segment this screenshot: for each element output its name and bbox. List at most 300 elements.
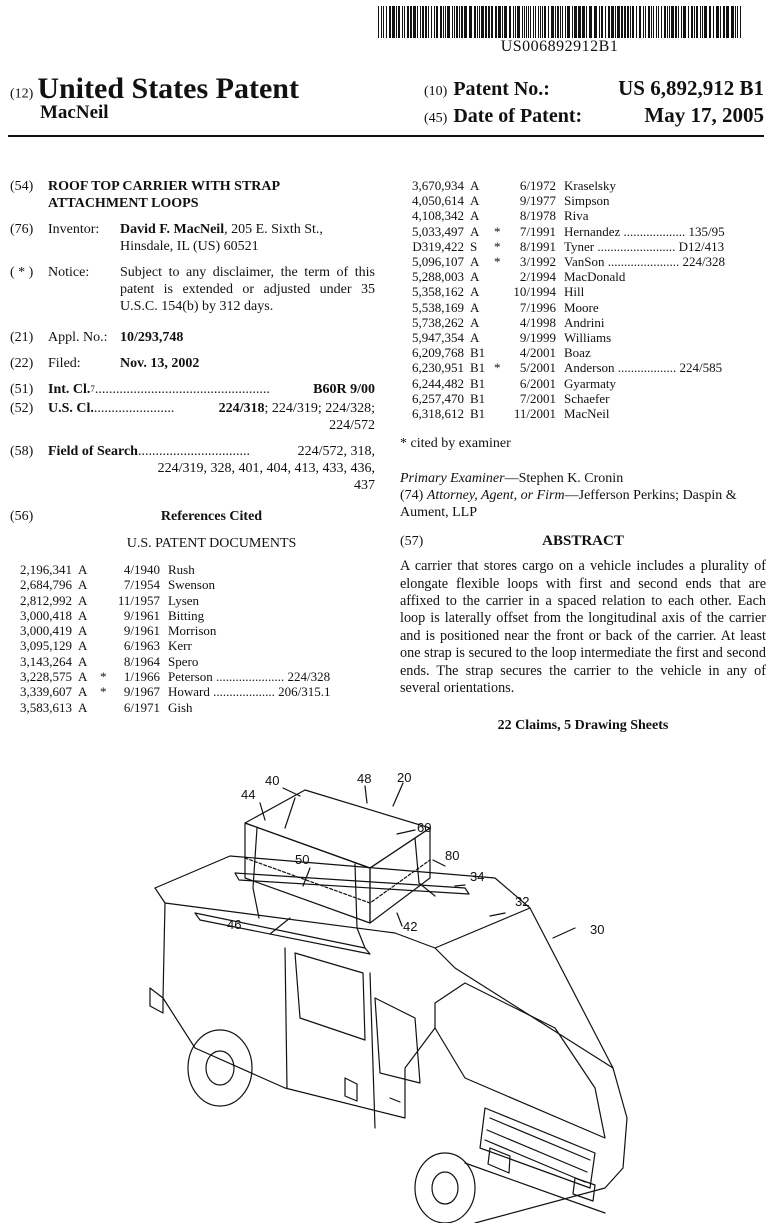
reference-star: * bbox=[100, 684, 107, 700]
reference-kind: A bbox=[470, 330, 480, 346]
reference-kind: A bbox=[78, 638, 88, 654]
barcode-bar bbox=[567, 6, 570, 38]
reference-star: * bbox=[494, 360, 501, 376]
front-wheel bbox=[415, 1153, 475, 1223]
reference-row bbox=[400, 300, 766, 315]
reference-name: Swenson bbox=[168, 577, 215, 593]
barcode-bar bbox=[723, 6, 725, 38]
label-30: 30 bbox=[590, 922, 605, 937]
reference-name: Rush bbox=[168, 562, 195, 577]
uscl-main: 224/318 bbox=[218, 401, 265, 416]
barcode-bar bbox=[513, 6, 514, 38]
barcode-bar bbox=[709, 6, 711, 38]
barcode-bar bbox=[562, 6, 563, 38]
appl-label: Appl. No.: bbox=[48, 330, 108, 345]
reference-name: VanSon ...................... 224/328 bbox=[564, 254, 726, 270]
reference-star: * bbox=[494, 254, 501, 270]
reference-date: 9/1961 bbox=[123, 607, 160, 623]
inventor-name: David F. MacNeil bbox=[120, 222, 225, 237]
reference-date: 5/2001 bbox=[519, 360, 556, 376]
barcode-bar bbox=[700, 6, 701, 38]
reference-date: 9/1977 bbox=[519, 193, 556, 209]
uscl-dots: ....................... bbox=[93, 401, 175, 416]
barcode-bar bbox=[658, 6, 659, 38]
barcode-bar bbox=[624, 6, 626, 38]
reference-name: Spero bbox=[168, 653, 199, 669]
barcode-bar bbox=[675, 6, 677, 38]
reference-kind: B1 bbox=[470, 375, 486, 391]
reference-patent-number: 6,318,612 bbox=[412, 406, 464, 422]
barcode-bar bbox=[540, 6, 541, 38]
reference-date: 9/1967 bbox=[123, 684, 160, 700]
barcode-bar bbox=[669, 6, 670, 38]
appl-number: 10/293,748 bbox=[120, 330, 184, 345]
reference-date: 8/1978 bbox=[519, 208, 556, 224]
reference-patent-number: 5,947,354 bbox=[412, 330, 464, 346]
label-80: 80 bbox=[445, 848, 460, 863]
reference-star bbox=[494, 315, 506, 330]
reference-row bbox=[10, 669, 365, 684]
barcode-bar bbox=[615, 6, 616, 38]
barcode-bar bbox=[474, 6, 476, 38]
uscl-label: U.S. Cl. bbox=[48, 401, 94, 416]
reference-star bbox=[100, 593, 110, 608]
reference-date: 11/2001 bbox=[513, 406, 556, 422]
code-10: (10) bbox=[424, 84, 448, 99]
reference-star bbox=[494, 284, 506, 299]
reference-row bbox=[400, 391, 766, 406]
van-front-window bbox=[375, 998, 420, 1083]
reference-patent-number: 5,358,162 bbox=[412, 284, 464, 300]
invention-title: ROOF TOP CARRIER WITH STRAP ATTACHMENT LOOPS bbox=[48, 179, 280, 211]
reference-name: Schaefer bbox=[564, 390, 610, 406]
reference-date: 8/1991 bbox=[519, 238, 556, 254]
reference-patent-number: 6,244,482 bbox=[412, 375, 464, 391]
reference-row bbox=[400, 193, 766, 208]
van-door-seam bbox=[285, 948, 375, 1128]
reference-star bbox=[100, 608, 110, 623]
reference-name: Bitting bbox=[168, 607, 205, 623]
refs-field bbox=[10, 508, 375, 525]
reference-kind: A bbox=[470, 269, 480, 285]
label-40: 40 bbox=[265, 773, 280, 788]
barcode-bar bbox=[735, 6, 736, 38]
reference-kind: A bbox=[78, 669, 88, 685]
header-inventor: MacNeil bbox=[40, 102, 109, 123]
reference-patent-number: 6,209,768 bbox=[412, 345, 464, 361]
reference-star: * bbox=[494, 223, 501, 239]
barcode-bar bbox=[661, 6, 662, 38]
barcode-bar bbox=[630, 6, 631, 38]
reference-star bbox=[494, 193, 506, 208]
reference-star: * bbox=[494, 238, 501, 254]
barcode-bar bbox=[459, 6, 460, 38]
intcl-label: Int. Cl. bbox=[48, 382, 91, 397]
attorney-label: Attorney, Agent, or Firm bbox=[426, 488, 565, 504]
reference-name: MacDonald bbox=[564, 269, 626, 285]
uscl-rest2: 224/572 bbox=[329, 418, 375, 433]
reference-kind: A bbox=[78, 562, 88, 577]
barcode-bar bbox=[524, 6, 525, 38]
barcode-bar bbox=[586, 6, 587, 38]
rear-hub bbox=[206, 1051, 234, 1085]
reference-kind: B1 bbox=[470, 390, 486, 406]
barcode-bar bbox=[726, 6, 729, 38]
filed-date: Nov. 13, 2002 bbox=[120, 356, 200, 371]
barcode-bar bbox=[611, 6, 614, 38]
barcode-bar bbox=[461, 6, 463, 38]
label-20: 20 bbox=[397, 770, 412, 785]
reference-date: 6/1963 bbox=[123, 638, 160, 654]
roof-rail-right bbox=[235, 873, 469, 894]
barcode-bar bbox=[648, 6, 650, 38]
barcode-bar bbox=[731, 6, 734, 38]
van-roof-front bbox=[435, 948, 613, 1068]
van-roof-carrier-drawing bbox=[135, 768, 635, 1223]
reference-kind: A bbox=[470, 254, 480, 270]
left-column bbox=[10, 178, 375, 715]
barcode-bar bbox=[509, 6, 511, 38]
reference-name: Hill bbox=[564, 284, 585, 300]
reference-star bbox=[100, 638, 110, 653]
barcode-bar bbox=[713, 6, 714, 38]
barcode-bar bbox=[621, 6, 623, 38]
barcode-bar bbox=[413, 6, 416, 38]
barcode-bar bbox=[428, 6, 429, 38]
code-21: (21) bbox=[10, 330, 34, 345]
patent-number: US 6,892,912 B1 bbox=[618, 76, 764, 100]
barcode-bar bbox=[565, 6, 566, 38]
van-roof-line bbox=[155, 888, 530, 948]
reference-row bbox=[400, 269, 766, 284]
barcode-bar bbox=[392, 6, 395, 38]
label-44: 44 bbox=[241, 787, 256, 802]
label-42: 42 bbox=[403, 919, 418, 934]
reference-patent-number: 2,684,796 bbox=[20, 577, 72, 593]
code-52: (52) bbox=[10, 401, 34, 416]
barcode-bar bbox=[386, 6, 387, 38]
reference-star: * bbox=[100, 669, 107, 685]
barcode-bar bbox=[664, 6, 666, 38]
barcode bbox=[378, 6, 741, 38]
barcode-bar bbox=[594, 6, 597, 38]
reference-kind: B1 bbox=[470, 406, 486, 422]
barcode-bar bbox=[681, 6, 682, 38]
barcode-bar bbox=[589, 6, 592, 38]
inventor-label: Inventor: bbox=[48, 222, 100, 237]
reference-kind: A bbox=[470, 223, 480, 239]
reference-patent-number: 3,095,129 bbox=[20, 638, 72, 654]
barcode-bar bbox=[404, 6, 405, 38]
barcode-bar bbox=[477, 6, 478, 38]
reference-name: Boaz bbox=[564, 345, 591, 361]
barcode-bar bbox=[452, 6, 453, 38]
barcode-bar bbox=[555, 6, 556, 38]
notice-text: Subject to any disclaimer, the term of this patent is extended or adjusted under 35 U.S.C. 154(b) by 312 days. bbox=[120, 265, 375, 314]
barcode-bar bbox=[417, 6, 418, 38]
refs-left-list bbox=[10, 562, 375, 715]
barcode-bar bbox=[691, 6, 693, 38]
reference-date: 9/1961 bbox=[123, 623, 160, 639]
reference-kind: A bbox=[78, 607, 88, 623]
reference-patent-number: 3,339,607 bbox=[20, 684, 72, 700]
rear-wheel bbox=[188, 1030, 252, 1106]
van-mirror bbox=[345, 1078, 357, 1101]
van-windshield bbox=[435, 983, 605, 1138]
barcode-bar bbox=[407, 6, 409, 38]
patent-date: May 17, 2005 bbox=[644, 103, 764, 127]
reference-row bbox=[10, 608, 365, 623]
reference-date: 8/1964 bbox=[123, 653, 160, 669]
van-grille bbox=[480, 1108, 595, 1188]
code-57: (57) bbox=[400, 534, 424, 550]
reference-patent-number: 3,228,575 bbox=[20, 669, 72, 685]
reference-date: 2/1994 bbox=[519, 269, 556, 285]
barcode-bar bbox=[528, 6, 529, 38]
barcode-bar bbox=[445, 6, 446, 38]
barcode-bar bbox=[605, 6, 606, 38]
barcode-bar bbox=[402, 6, 403, 38]
reference-name: Morrison bbox=[168, 623, 217, 639]
barcode-bar bbox=[481, 6, 484, 38]
reference-kind: A bbox=[78, 684, 88, 700]
abstract-heading-row bbox=[400, 533, 766, 550]
reference-patent-number: 3,583,613 bbox=[20, 699, 72, 715]
reference-kind: A bbox=[470, 193, 480, 209]
reference-name: Howard ................... 206/315.1 bbox=[168, 684, 331, 700]
barcode-bar bbox=[479, 6, 480, 38]
notice-label: Notice: bbox=[48, 265, 90, 280]
reference-kind: A bbox=[470, 299, 480, 315]
label-48: 48 bbox=[357, 771, 372, 786]
barcode-bar bbox=[720, 6, 721, 38]
reference-patent-number: 5,096,107 bbox=[412, 254, 464, 270]
barcode-bar bbox=[656, 6, 657, 38]
barcode-bar bbox=[454, 6, 455, 38]
reference-patent-number: 3,670,934 bbox=[412, 178, 464, 193]
code-notice: ( * ) bbox=[10, 265, 34, 280]
carrier-front-face bbox=[370, 828, 430, 923]
reference-patent-number: 6,230,951 bbox=[412, 360, 464, 376]
reference-patent-number: D319,422 bbox=[412, 238, 464, 254]
roof-rail-left bbox=[195, 913, 370, 954]
barcode-bar bbox=[560, 6, 561, 38]
barcode-bar bbox=[495, 6, 497, 38]
reference-row bbox=[10, 638, 365, 653]
reference-date: 7/1996 bbox=[519, 299, 556, 315]
reference-patent-number: 3,000,419 bbox=[20, 623, 72, 639]
barcode-bar bbox=[530, 6, 531, 38]
reference-kind: A bbox=[470, 208, 480, 224]
reference-date: 3/1992 bbox=[519, 254, 556, 270]
reference-row bbox=[10, 577, 365, 592]
search-line3: 437 bbox=[354, 478, 375, 493]
label-46: 46 bbox=[227, 917, 242, 932]
reference-row bbox=[400, 239, 766, 254]
barcode-bar bbox=[582, 6, 585, 38]
barcode-bar bbox=[548, 6, 549, 38]
reference-name: Kerr bbox=[168, 638, 192, 654]
reference-star bbox=[494, 345, 506, 360]
barcode-bar bbox=[425, 6, 427, 38]
barcode-bar bbox=[667, 6, 668, 38]
reference-star bbox=[100, 654, 110, 669]
barcode-bar bbox=[704, 6, 707, 38]
barcode-bar bbox=[535, 6, 536, 38]
barcode-bar bbox=[694, 6, 695, 38]
uscl-rest: ; 224/319; 224/328; bbox=[264, 401, 375, 416]
code-51: (51) bbox=[10, 382, 34, 397]
reference-row bbox=[400, 315, 766, 330]
reference-name: Lysen bbox=[168, 592, 200, 608]
filed-field bbox=[10, 355, 375, 372]
reference-name: Tyner ........................ D12/413 bbox=[564, 238, 725, 254]
reference-date: 11/1957 bbox=[117, 592, 160, 608]
barcode-bar bbox=[517, 6, 520, 38]
reference-date: 4/2001 bbox=[519, 345, 556, 361]
reference-date: 7/1991 bbox=[519, 223, 556, 239]
barcode-bar bbox=[740, 6, 741, 38]
header-rule bbox=[8, 135, 764, 137]
reference-name: Simpson bbox=[564, 193, 610, 209]
cited-note: * cited by examiner bbox=[400, 436, 511, 452]
label-60: 60 bbox=[417, 820, 432, 835]
barcode-bar bbox=[443, 6, 444, 38]
reference-date: 6/1971 bbox=[123, 699, 160, 715]
reference-star bbox=[494, 406, 506, 421]
barcode-bar bbox=[643, 6, 644, 38]
barcode-bar bbox=[383, 6, 384, 38]
intcl-field bbox=[10, 381, 375, 398]
barcode-bar bbox=[737, 6, 738, 38]
barcode-bar bbox=[551, 6, 554, 38]
abstract-heading: ABSTRACT bbox=[542, 533, 624, 550]
reference-kind: A bbox=[78, 623, 88, 639]
barcode-bar bbox=[488, 6, 490, 38]
patent-header-numbers bbox=[424, 76, 764, 130]
barcode-bar bbox=[716, 6, 719, 38]
reference-patent-number: 5,033,497 bbox=[412, 223, 464, 239]
barcode-bar bbox=[526, 6, 527, 38]
barcode-bar bbox=[381, 6, 382, 38]
barcode-bar bbox=[533, 6, 534, 38]
barcode-bar bbox=[542, 6, 543, 38]
reference-star bbox=[494, 178, 506, 193]
barcode-bar bbox=[431, 6, 432, 38]
reference-row bbox=[400, 345, 766, 360]
reference-row bbox=[400, 224, 766, 239]
reference-kind: B1 bbox=[470, 345, 486, 361]
reference-row bbox=[10, 623, 365, 638]
van-side-window bbox=[295, 953, 365, 1040]
reference-row bbox=[400, 406, 766, 421]
barcode-bar bbox=[671, 6, 674, 38]
van-rear-bumper bbox=[150, 988, 163, 1013]
reference-star bbox=[100, 562, 110, 577]
reference-star bbox=[494, 330, 506, 345]
barcode-bar bbox=[538, 6, 539, 38]
label-34: 34 bbox=[470, 869, 485, 884]
reference-star bbox=[494, 269, 506, 284]
barcode-bar bbox=[485, 6, 487, 38]
filed-label: Filed: bbox=[48, 356, 81, 371]
reference-name: Andrini bbox=[564, 314, 605, 330]
uscl-field bbox=[10, 400, 375, 434]
reference-star bbox=[100, 700, 110, 715]
reference-date: 4/1998 bbox=[519, 314, 556, 330]
reference-star bbox=[100, 623, 110, 638]
reference-row bbox=[400, 376, 766, 391]
inventor-field bbox=[10, 221, 375, 255]
reference-name: MacNeil bbox=[564, 406, 610, 422]
reference-star bbox=[100, 577, 110, 592]
date-label: Date of Patent: bbox=[453, 105, 583, 127]
reference-row bbox=[400, 208, 766, 223]
reference-name: Anderson .................. 224/585 bbox=[564, 360, 723, 376]
barcode-bar bbox=[696, 6, 698, 38]
right-column bbox=[400, 178, 766, 734]
code-22: (22) bbox=[10, 356, 34, 371]
patent-number-row bbox=[424, 76, 764, 103]
reference-date: 7/1954 bbox=[123, 577, 160, 593]
barcode-bar bbox=[396, 6, 397, 38]
barcode-bar bbox=[702, 6, 703, 38]
reference-kind: A bbox=[78, 592, 88, 608]
refs-heading: References Cited bbox=[160, 509, 263, 524]
reference-patent-number: 3,143,264 bbox=[20, 653, 72, 669]
barcode-bar bbox=[456, 6, 458, 38]
barcode-bar bbox=[447, 6, 450, 38]
barcode-bar bbox=[436, 6, 438, 38]
barcode-bar bbox=[464, 6, 467, 38]
examiner-name: —Stephen K. Cronin bbox=[504, 471, 624, 487]
attorney-line bbox=[400, 487, 766, 521]
reference-date: 10/1994 bbox=[513, 284, 556, 300]
reference-name: Riva bbox=[564, 208, 589, 224]
barcode-bar bbox=[544, 6, 546, 38]
reference-name: Peterson ..................... 224/328 bbox=[168, 669, 331, 685]
barcode-bar bbox=[515, 6, 516, 38]
reference-patent-number: 5,288,003 bbox=[412, 269, 464, 285]
barcode-bar bbox=[578, 6, 581, 38]
reference-name: Williams bbox=[564, 330, 612, 346]
inventor-address: , 205 E. Sixth St., Hinsdale, IL (US) 60521 bbox=[120, 222, 323, 254]
reference-patent-number: 4,050,614 bbox=[412, 193, 464, 209]
barcode-bar bbox=[420, 6, 421, 38]
barcode-bar bbox=[498, 6, 501, 38]
barcode-bar bbox=[557, 6, 559, 38]
reference-kind: A bbox=[470, 178, 480, 193]
patent-header-title bbox=[10, 72, 299, 106]
barcode-bar bbox=[522, 6, 523, 38]
barcode-bar bbox=[398, 6, 400, 38]
reference-date: 4/1940 bbox=[123, 562, 160, 577]
reference-patent-number: 3,000,418 bbox=[20, 607, 72, 623]
reference-star bbox=[494, 391, 506, 406]
front-hub bbox=[432, 1172, 458, 1204]
reference-date: 7/2001 bbox=[519, 390, 556, 406]
barcode-bar bbox=[434, 6, 435, 38]
label-32: 32 bbox=[515, 894, 530, 909]
reference-name: Moore bbox=[564, 299, 599, 315]
barcode-bar bbox=[688, 6, 689, 38]
barcode-bar bbox=[599, 6, 600, 38]
barcode-bar bbox=[636, 6, 637, 38]
reference-row bbox=[400, 284, 766, 299]
reference-row bbox=[400, 178, 766, 193]
reference-kind: A bbox=[78, 653, 88, 669]
reference-name: Kraselsky bbox=[564, 178, 616, 193]
